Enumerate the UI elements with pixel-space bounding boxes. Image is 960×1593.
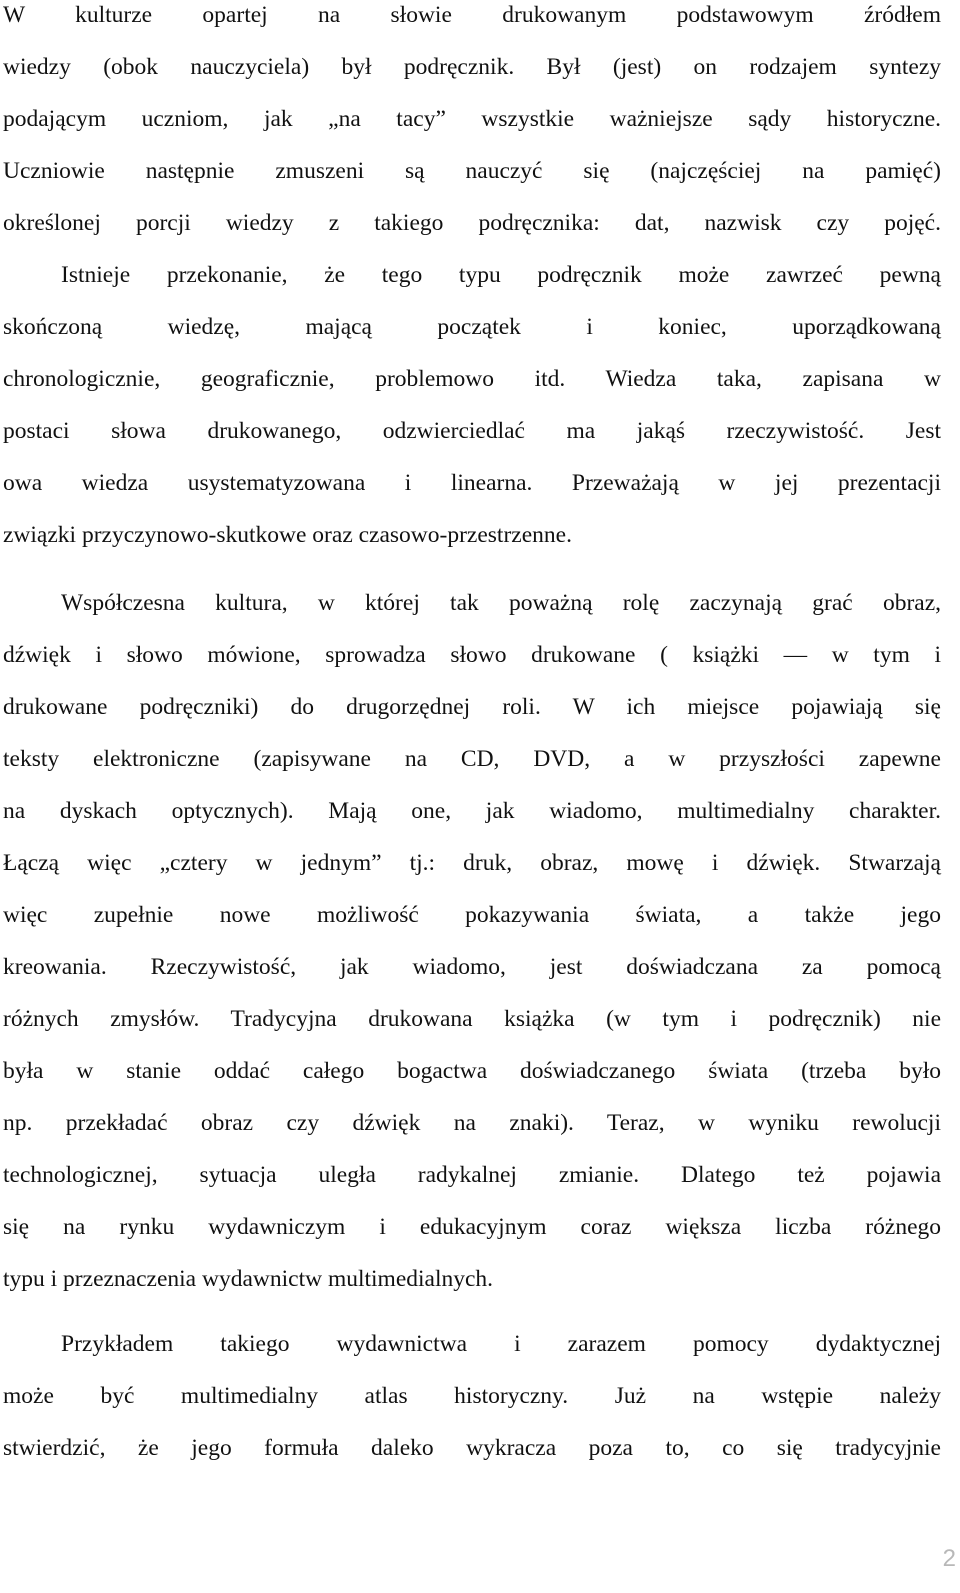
text-line: na dyskach optycznych). Mają one, jak wiadomo, multimedialny charakter. bbox=[3, 798, 941, 824]
text-line: stwierdzić, że jego formuła daleko wykracza poza to, co się tradycyjnie bbox=[3, 1435, 941, 1461]
text-line: postaci słowa drukowanego, odzwierciedlać ma jakąś rzeczywistość. Jest bbox=[3, 418, 941, 444]
text-line: więc zupełnie nowe możliwość pokazywania świata, a także jego bbox=[3, 902, 941, 928]
text-line: chronologicznie, geograficznie, problemowo itd. Wiedza taka, zapisana w bbox=[3, 366, 941, 392]
text-line: teksty elektroniczne (zapisywane na CD, DVD, a w przyszłości zapewne bbox=[3, 746, 941, 772]
text-line: technologicznej, sytuacja uległa radykalnej zmianie. Dlatego też pojawia bbox=[3, 1162, 941, 1188]
text-line: Łączą więc „cztery w jednym” tj.: druk, obraz, mowę i dźwięk. Stwarzają bbox=[3, 850, 941, 876]
text-line: Współczesna kultura, w której tak poważną rolę zaczynają grać obraz, bbox=[61, 590, 941, 616]
text-line: Istnieje przekonanie, że tego typu podręcznik może zawrzeć pewną bbox=[61, 262, 941, 288]
text-line: kreowania. Rzeczywistość, jak wiadomo, jest doświadczana za pomocą bbox=[3, 954, 941, 980]
text-line: owa wiedza usystematyzowana i linearna. Przeważają w jej prezentacji bbox=[3, 470, 941, 496]
text-line: była w stanie oddać całego bogactwa doświadczanego świata (trzeba było bbox=[3, 1058, 941, 1084]
paragraph-2 bbox=[3, 577, 941, 1305]
text-line: skończoną wiedzę, mającą początek i koniec, uporządkowaną bbox=[3, 314, 941, 340]
text-line: Przykładem takiego wydawnictwa i zarazem pomocy dydaktycznej bbox=[61, 1331, 941, 1357]
paragraph-3 bbox=[3, 1318, 941, 1474]
text-line: wiedzy (obok nauczyciela) był podręcznik. Był (jest) on rodzajem syntezy bbox=[3, 54, 941, 80]
text-line: dźwięk i słowo mówione, sprowadza słowo drukowane ( książki — w tym i bbox=[3, 642, 941, 668]
text-line: podającym uczniom, jak „na tacy” wszystkie ważniejsze sądy historyczne. bbox=[3, 106, 941, 132]
paragraph-1 bbox=[3, 0, 941, 561]
text-line: różnych zmysłów. Tradycyjna drukowana książka (w tym i podręcznik) nie bbox=[3, 1006, 941, 1032]
page-number: 2 bbox=[942, 1545, 956, 1572]
text-line: może być multimedialny atlas historyczny. Już na wstępie należy bbox=[3, 1383, 941, 1409]
text-line: drukowane podręczniki) do drugorzędnej roli. W ich miejsce pojawiają się bbox=[3, 694, 941, 720]
text-line: związki przyczynowo-skutkowe oraz czasowo-przestrzenne. bbox=[3, 522, 572, 548]
text-line: Uczniowie następnie zmuszeni są nauczyć się (najczęściej na pamięć) bbox=[3, 158, 941, 184]
text-line: typu i przeznaczenia wydawnictw multimedialnych. bbox=[3, 1266, 494, 1292]
text-line: W kulturze opartej na słowie drukowanym podstawowym źródłem bbox=[3, 2, 941, 28]
text-line: np. przekładać obraz czy dźwięk na znaki). Teraz, w wyniku rewolucji bbox=[3, 1110, 941, 1136]
text-line: się na rynku wydawniczym i edukacyjnym coraz większa liczba różnego bbox=[3, 1214, 941, 1240]
text-line: określonej porcji wiedzy z takiego podręcznika: dat, nazwisk czy pojęć. bbox=[3, 210, 941, 236]
